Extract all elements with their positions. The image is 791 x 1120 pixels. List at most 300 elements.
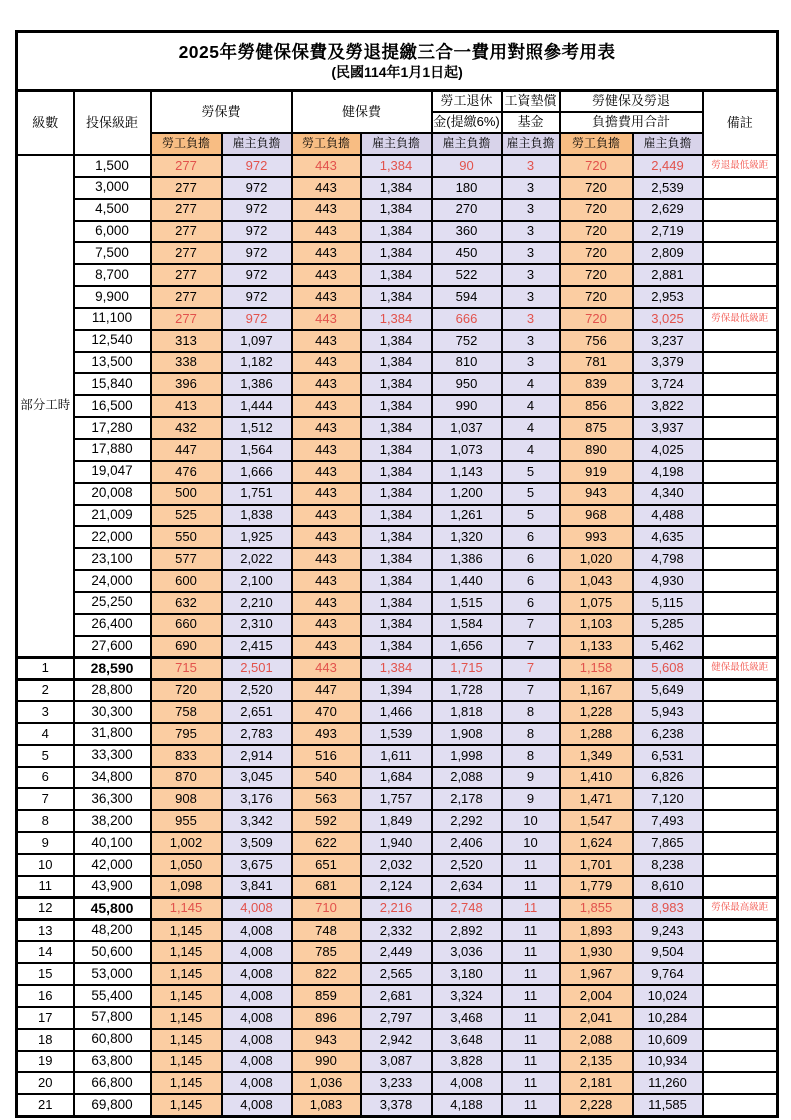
title-row [17,32,778,91]
labor-employer-cell: 972 [222,286,292,308]
health-employee-cell: 896 [292,1007,361,1029]
labor-employee-cell: 720 [151,679,222,701]
total-employer-cell: 9,764 [633,963,703,985]
labor-employer-cell: 2,100 [222,570,292,592]
labor-employer-cell: 1,386 [222,373,292,395]
health-employer-cell: 2,216 [361,898,432,920]
labor-employee-cell: 447 [151,439,222,461]
subheader-pension-employer: 雇主負擔 [432,133,502,155]
labor-employee-cell: 277 [151,264,222,286]
total-employer-cell: 6,826 [633,767,703,789]
labor-employee-cell: 277 [151,221,222,243]
total-employee-cell: 720 [560,242,633,264]
labor-employer-cell: 1,564 [222,439,292,461]
pension-employer-cell: 4,188 [432,1094,502,1116]
labor-employer-cell: 2,520 [222,679,292,701]
health-employer-cell: 1,466 [361,701,432,723]
wage-fund-employer-cell: 11 [502,1051,560,1073]
pension-employer-cell: 1,200 [432,483,502,505]
pension-employer-cell: 360 [432,221,502,243]
health-employer-cell: 1,384 [361,614,432,636]
table-row [17,1029,778,1051]
salary-bracket-cell: 13,500 [74,352,151,374]
level-cell: 20 [17,1072,74,1094]
labor-employee-cell: 396 [151,373,222,395]
total-employee-cell: 1,020 [560,548,633,570]
health-employee-cell: 443 [292,373,361,395]
pension-employer-cell: 1,515 [432,592,502,614]
labor-employee-cell: 1,098 [151,876,222,898]
pension-employer-cell: 1,584 [432,614,502,636]
health-employee-cell: 990 [292,1051,361,1073]
salary-bracket-cell: 38,200 [74,810,151,832]
labor-employer-cell: 1,925 [222,526,292,548]
total-employer-cell: 4,025 [633,439,703,461]
pension-employer-cell: 3,828 [432,1051,502,1073]
labor-employer-cell: 4,008 [222,1051,292,1073]
labor-employer-cell: 3,841 [222,876,292,898]
pension-employer-cell: 522 [432,264,502,286]
salary-bracket-cell: 66,800 [74,1072,151,1094]
health-employer-cell: 1,394 [361,679,432,701]
labor-employer-cell: 4,008 [222,985,292,1007]
labor-employer-cell: 4,008 [222,1072,292,1094]
salary-bracket-cell: 63,800 [74,1051,151,1073]
labor-employee-cell: 795 [151,723,222,745]
labor-employer-cell: 972 [222,264,292,286]
total-employer-cell: 2,953 [633,286,703,308]
remark-cell [703,701,778,723]
total-employer-cell: 8,983 [633,898,703,920]
pension-employer-cell: 1,386 [432,548,502,570]
pension-employer-cell: 2,178 [432,788,502,810]
table-row [17,417,778,439]
total-employee-cell: 2,088 [560,1029,633,1051]
level-cell: 9 [17,832,74,854]
table-row [17,876,778,898]
health-employer-cell: 2,942 [361,1029,432,1051]
pension-employer-cell: 3,468 [432,1007,502,1029]
wage-fund-employer-cell: 4 [502,373,560,395]
health-employee-cell: 493 [292,723,361,745]
wage-fund-employer-cell: 6 [502,570,560,592]
total-employee-cell: 1,701 [560,854,633,876]
subheader-health-employee: 勞工負擔 [292,133,361,155]
total-employer-cell: 10,934 [633,1051,703,1073]
labor-employer-cell: 1,097 [222,330,292,352]
health-employer-cell: 1,384 [361,548,432,570]
col-header-level: 級數 [17,91,74,156]
health-employee-cell: 443 [292,439,361,461]
health-employee-cell: 443 [292,221,361,243]
total-employee-cell: 943 [560,483,633,505]
table-row [17,439,778,461]
header-row-1 [17,91,778,113]
labor-employer-cell: 972 [222,177,292,199]
total-employee-cell: 2,004 [560,985,633,1007]
fee-table [15,30,779,1118]
health-employer-cell: 1,849 [361,810,432,832]
pension-employer-cell: 594 [432,286,502,308]
total-employee-cell: 1,228 [560,701,633,723]
health-employer-cell: 3,233 [361,1072,432,1094]
table-row [17,395,778,417]
table-row [17,810,778,832]
wage-fund-employer-cell: 3 [502,286,560,308]
labor-employee-cell: 577 [151,548,222,570]
salary-bracket-cell: 43,900 [74,876,151,898]
labor-employee-cell: 632 [151,592,222,614]
health-employer-cell: 1,940 [361,832,432,854]
total-employee-cell: 839 [560,373,633,395]
wage-fund-employer-cell: 11 [502,963,560,985]
health-employee-cell: 443 [292,505,361,527]
total-employer-cell: 6,238 [633,723,703,745]
total-employee-cell: 1,158 [560,657,633,679]
total-employer-cell: 3,937 [633,417,703,439]
total-employee-cell: 720 [560,264,633,286]
wage-fund-employer-cell: 11 [502,941,560,963]
total-employer-cell: 3,724 [633,373,703,395]
pension-employer-cell: 2,088 [432,767,502,789]
table-row [17,745,778,767]
wage-fund-employer-cell: 5 [502,483,560,505]
table-row [17,941,778,963]
remark-cell [703,395,778,417]
total-employer-cell: 3,237 [633,330,703,352]
pension-employer-cell: 2,406 [432,832,502,854]
salary-bracket-cell: 24,000 [74,570,151,592]
salary-bracket-cell: 17,280 [74,417,151,439]
health-employee-cell: 592 [292,810,361,832]
table-row [17,636,778,658]
salary-bracket-cell: 1,500 [74,155,151,177]
table-row [17,221,778,243]
pension-employer-cell: 2,520 [432,854,502,876]
wage-fund-employer-cell: 3 [502,177,560,199]
wage-fund-employer-cell: 7 [502,657,560,679]
col-header-wage-fund-line2: 基金 [502,112,560,133]
remark-cell [703,548,778,570]
salary-bracket-cell: 15,840 [74,373,151,395]
remark-cell: 勞保最高級距 [703,898,778,920]
health-employee-cell: 859 [292,985,361,1007]
labor-employee-cell: 1,145 [151,1094,222,1116]
health-employee-cell: 470 [292,701,361,723]
col-header-wage-fund-line1: 工資墊償 [502,91,560,113]
health-employer-cell: 1,384 [361,330,432,352]
health-employer-cell: 1,384 [361,373,432,395]
total-employee-cell: 875 [560,417,633,439]
total-employee-cell: 890 [560,439,633,461]
labor-employer-cell: 972 [222,308,292,330]
labor-employee-cell: 1,145 [151,898,222,920]
table-row [17,286,778,308]
health-employee-cell: 785 [292,941,361,963]
salary-bracket-cell: 28,800 [74,679,151,701]
level-cell: 1 [17,657,74,679]
remark-cell [703,286,778,308]
salary-bracket-cell: 34,800 [74,767,151,789]
wage-fund-employer-cell: 9 [502,788,560,810]
table-row [17,788,778,810]
page-title: 2025年勞健保保費及勞退提繳三合一費用對照參考用表 [178,42,616,63]
total-employer-cell: 9,504 [633,941,703,963]
pension-employer-cell: 1,728 [432,679,502,701]
labor-employee-cell: 277 [151,177,222,199]
labor-employee-cell: 500 [151,483,222,505]
total-employee-cell: 993 [560,526,633,548]
salary-bracket-cell: 45,800 [74,898,151,920]
total-employer-cell: 4,635 [633,526,703,548]
total-employee-cell: 1,624 [560,832,633,854]
remark-cell [703,1094,778,1116]
pension-employer-cell: 752 [432,330,502,352]
level-cell: 17 [17,1007,74,1029]
labor-employee-cell: 1,002 [151,832,222,854]
remark-cell [703,199,778,221]
remark-cell [703,526,778,548]
health-employer-cell: 1,384 [361,242,432,264]
pension-employer-cell: 2,748 [432,898,502,920]
remark-cell [703,832,778,854]
pension-employer-cell: 450 [432,242,502,264]
health-employee-cell: 443 [292,286,361,308]
wage-fund-employer-cell: 11 [502,898,560,920]
level-cell: 15 [17,963,74,985]
table-row [17,920,778,942]
health-employer-cell: 1,384 [361,657,432,679]
pension-employer-cell: 180 [432,177,502,199]
health-employer-cell: 1,384 [361,526,432,548]
page-subtitle: (民國114年1月1日起) [331,64,463,81]
wage-fund-employer-cell: 3 [502,352,560,374]
level-cell: 4 [17,723,74,745]
total-employer-cell: 11,585 [633,1094,703,1116]
labor-employee-cell: 833 [151,745,222,767]
labor-employee-cell: 313 [151,330,222,352]
table-row [17,177,778,199]
level-cell: 11 [17,876,74,898]
col-header-remark: 備註 [703,91,778,156]
total-employer-cell: 2,629 [633,199,703,221]
labor-employer-cell: 4,008 [222,1007,292,1029]
total-employee-cell: 1,471 [560,788,633,810]
salary-bracket-cell: 11,100 [74,308,151,330]
labor-employee-cell: 955 [151,810,222,832]
table-row [17,548,778,570]
health-employer-cell: 1,384 [361,505,432,527]
salary-bracket-cell: 16,500 [74,395,151,417]
total-employer-cell: 10,284 [633,1007,703,1029]
subheader-labor-employer: 雇主負擔 [222,133,292,155]
pension-employer-cell: 2,292 [432,810,502,832]
wage-fund-employer-cell: 3 [502,264,560,286]
fee-reference-sheet [15,30,778,1118]
salary-bracket-cell: 6,000 [74,221,151,243]
health-employer-cell: 1,384 [361,483,432,505]
total-employer-cell: 5,943 [633,701,703,723]
part-time-label: 部分工時 [17,155,74,657]
salary-bracket-cell: 19,047 [74,461,151,483]
pension-employer-cell: 1,656 [432,636,502,658]
wage-fund-employer-cell: 6 [502,548,560,570]
table-row [17,1051,778,1073]
total-employee-cell: 1,410 [560,767,633,789]
labor-employer-cell: 2,310 [222,614,292,636]
table-row [17,657,778,679]
labor-employer-cell: 4,008 [222,941,292,963]
salary-bracket-cell: 33,300 [74,745,151,767]
salary-bracket-cell: 30,300 [74,701,151,723]
table-row [17,985,778,1007]
health-employee-cell: 443 [292,483,361,505]
health-employee-cell: 710 [292,898,361,920]
labor-employee-cell: 690 [151,636,222,658]
salary-bracket-cell: 69,800 [74,1094,151,1116]
col-header-pension-line1: 勞工退休 [432,91,502,113]
labor-employee-cell: 338 [151,352,222,374]
total-employer-cell: 3,822 [633,395,703,417]
subheader-labor-employee: 勞工負擔 [151,133,222,155]
health-employee-cell: 443 [292,330,361,352]
pension-employer-cell: 950 [432,373,502,395]
salary-bracket-cell: 8,700 [74,264,151,286]
health-employer-cell: 2,449 [361,941,432,963]
total-employer-cell: 2,449 [633,155,703,177]
pension-employer-cell: 666 [432,308,502,330]
salary-bracket-cell: 23,100 [74,548,151,570]
total-employer-cell: 3,025 [633,308,703,330]
total-employee-cell: 2,181 [560,1072,633,1094]
remark-cell [703,417,778,439]
pension-employer-cell: 1,818 [432,701,502,723]
pension-employer-cell: 4,008 [432,1072,502,1094]
labor-employee-cell: 1,145 [151,1072,222,1094]
total-employer-cell: 10,024 [633,985,703,1007]
health-employer-cell: 1,384 [361,177,432,199]
remark-cell [703,636,778,658]
col-header-salary-bracket: 投保級距 [74,91,151,156]
wage-fund-employer-cell: 11 [502,1072,560,1094]
health-employee-cell: 443 [292,177,361,199]
wage-fund-employer-cell: 4 [502,395,560,417]
table-row [17,1072,778,1094]
wage-fund-employer-cell: 7 [502,679,560,701]
labor-employer-cell: 3,675 [222,854,292,876]
wage-fund-employer-cell: 8 [502,701,560,723]
health-employee-cell: 443 [292,417,361,439]
remark-cell [703,352,778,374]
wage-fund-employer-cell: 4 [502,417,560,439]
labor-employee-cell: 277 [151,286,222,308]
total-employer-cell: 11,260 [633,1072,703,1094]
wage-fund-employer-cell: 11 [502,985,560,1007]
remark-cell [703,242,778,264]
total-employee-cell: 1,930 [560,941,633,963]
salary-bracket-cell: 53,000 [74,963,151,985]
pension-employer-cell: 2,892 [432,920,502,942]
total-employer-cell: 8,610 [633,876,703,898]
salary-bracket-cell: 7,500 [74,242,151,264]
health-employer-cell: 1,384 [361,286,432,308]
remark-cell [703,941,778,963]
table-row [17,505,778,527]
table-row [17,526,778,548]
remark-cell [703,614,778,636]
level-cell: 19 [17,1051,74,1073]
health-employee-cell: 540 [292,767,361,789]
remark-cell [703,723,778,745]
total-employer-cell: 7,865 [633,832,703,854]
pension-employer-cell: 90 [432,155,502,177]
labor-employee-cell: 1,145 [151,985,222,1007]
labor-employee-cell: 525 [151,505,222,527]
health-employee-cell: 651 [292,854,361,876]
labor-employee-cell: 277 [151,155,222,177]
remark-cell [703,767,778,789]
remark-cell [703,461,778,483]
labor-employer-cell: 1,444 [222,395,292,417]
health-employer-cell: 2,332 [361,920,432,942]
remark-cell [703,854,778,876]
labor-employee-cell: 277 [151,199,222,221]
table-row [17,155,778,177]
subheader-wage-fund-employer: 雇主負擔 [502,133,560,155]
labor-employee-cell: 1,145 [151,963,222,985]
labor-employee-cell: 715 [151,657,222,679]
health-employer-cell: 1,384 [361,264,432,286]
health-employee-cell: 443 [292,242,361,264]
labor-employer-cell: 1,512 [222,417,292,439]
table-row [17,832,778,854]
pension-employer-cell: 3,180 [432,963,502,985]
pension-employer-cell: 1,037 [432,417,502,439]
labor-employee-cell: 277 [151,242,222,264]
health-employee-cell: 443 [292,548,361,570]
table-body [17,155,778,1116]
total-employer-cell: 5,649 [633,679,703,701]
level-cell: 8 [17,810,74,832]
pension-employer-cell: 3,648 [432,1029,502,1051]
salary-bracket-cell: 17,880 [74,439,151,461]
labor-employer-cell: 2,022 [222,548,292,570]
col-header-pension-line2: 金(提繳6%) [432,112,502,133]
health-employee-cell: 443 [292,395,361,417]
remark-cell [703,1072,778,1094]
table-row [17,352,778,374]
labor-employer-cell: 972 [222,155,292,177]
wage-fund-employer-cell: 11 [502,876,560,898]
salary-bracket-cell: 25,250 [74,592,151,614]
salary-bracket-cell: 50,600 [74,941,151,963]
total-employer-cell: 5,608 [633,657,703,679]
total-employer-cell: 6,531 [633,745,703,767]
col-header-total-line1: 勞健保及勞退 [560,91,703,113]
wage-fund-employer-cell: 5 [502,461,560,483]
labor-employee-cell: 758 [151,701,222,723]
wage-fund-employer-cell: 8 [502,723,560,745]
labor-employer-cell: 4,008 [222,963,292,985]
health-employee-cell: 443 [292,352,361,374]
health-employer-cell: 3,087 [361,1051,432,1073]
pension-employer-cell: 810 [432,352,502,374]
labor-employer-cell: 972 [222,199,292,221]
remark-cell [703,221,778,243]
total-employer-cell: 4,198 [633,461,703,483]
total-employee-cell: 720 [560,286,633,308]
wage-fund-employer-cell: 9 [502,767,560,789]
